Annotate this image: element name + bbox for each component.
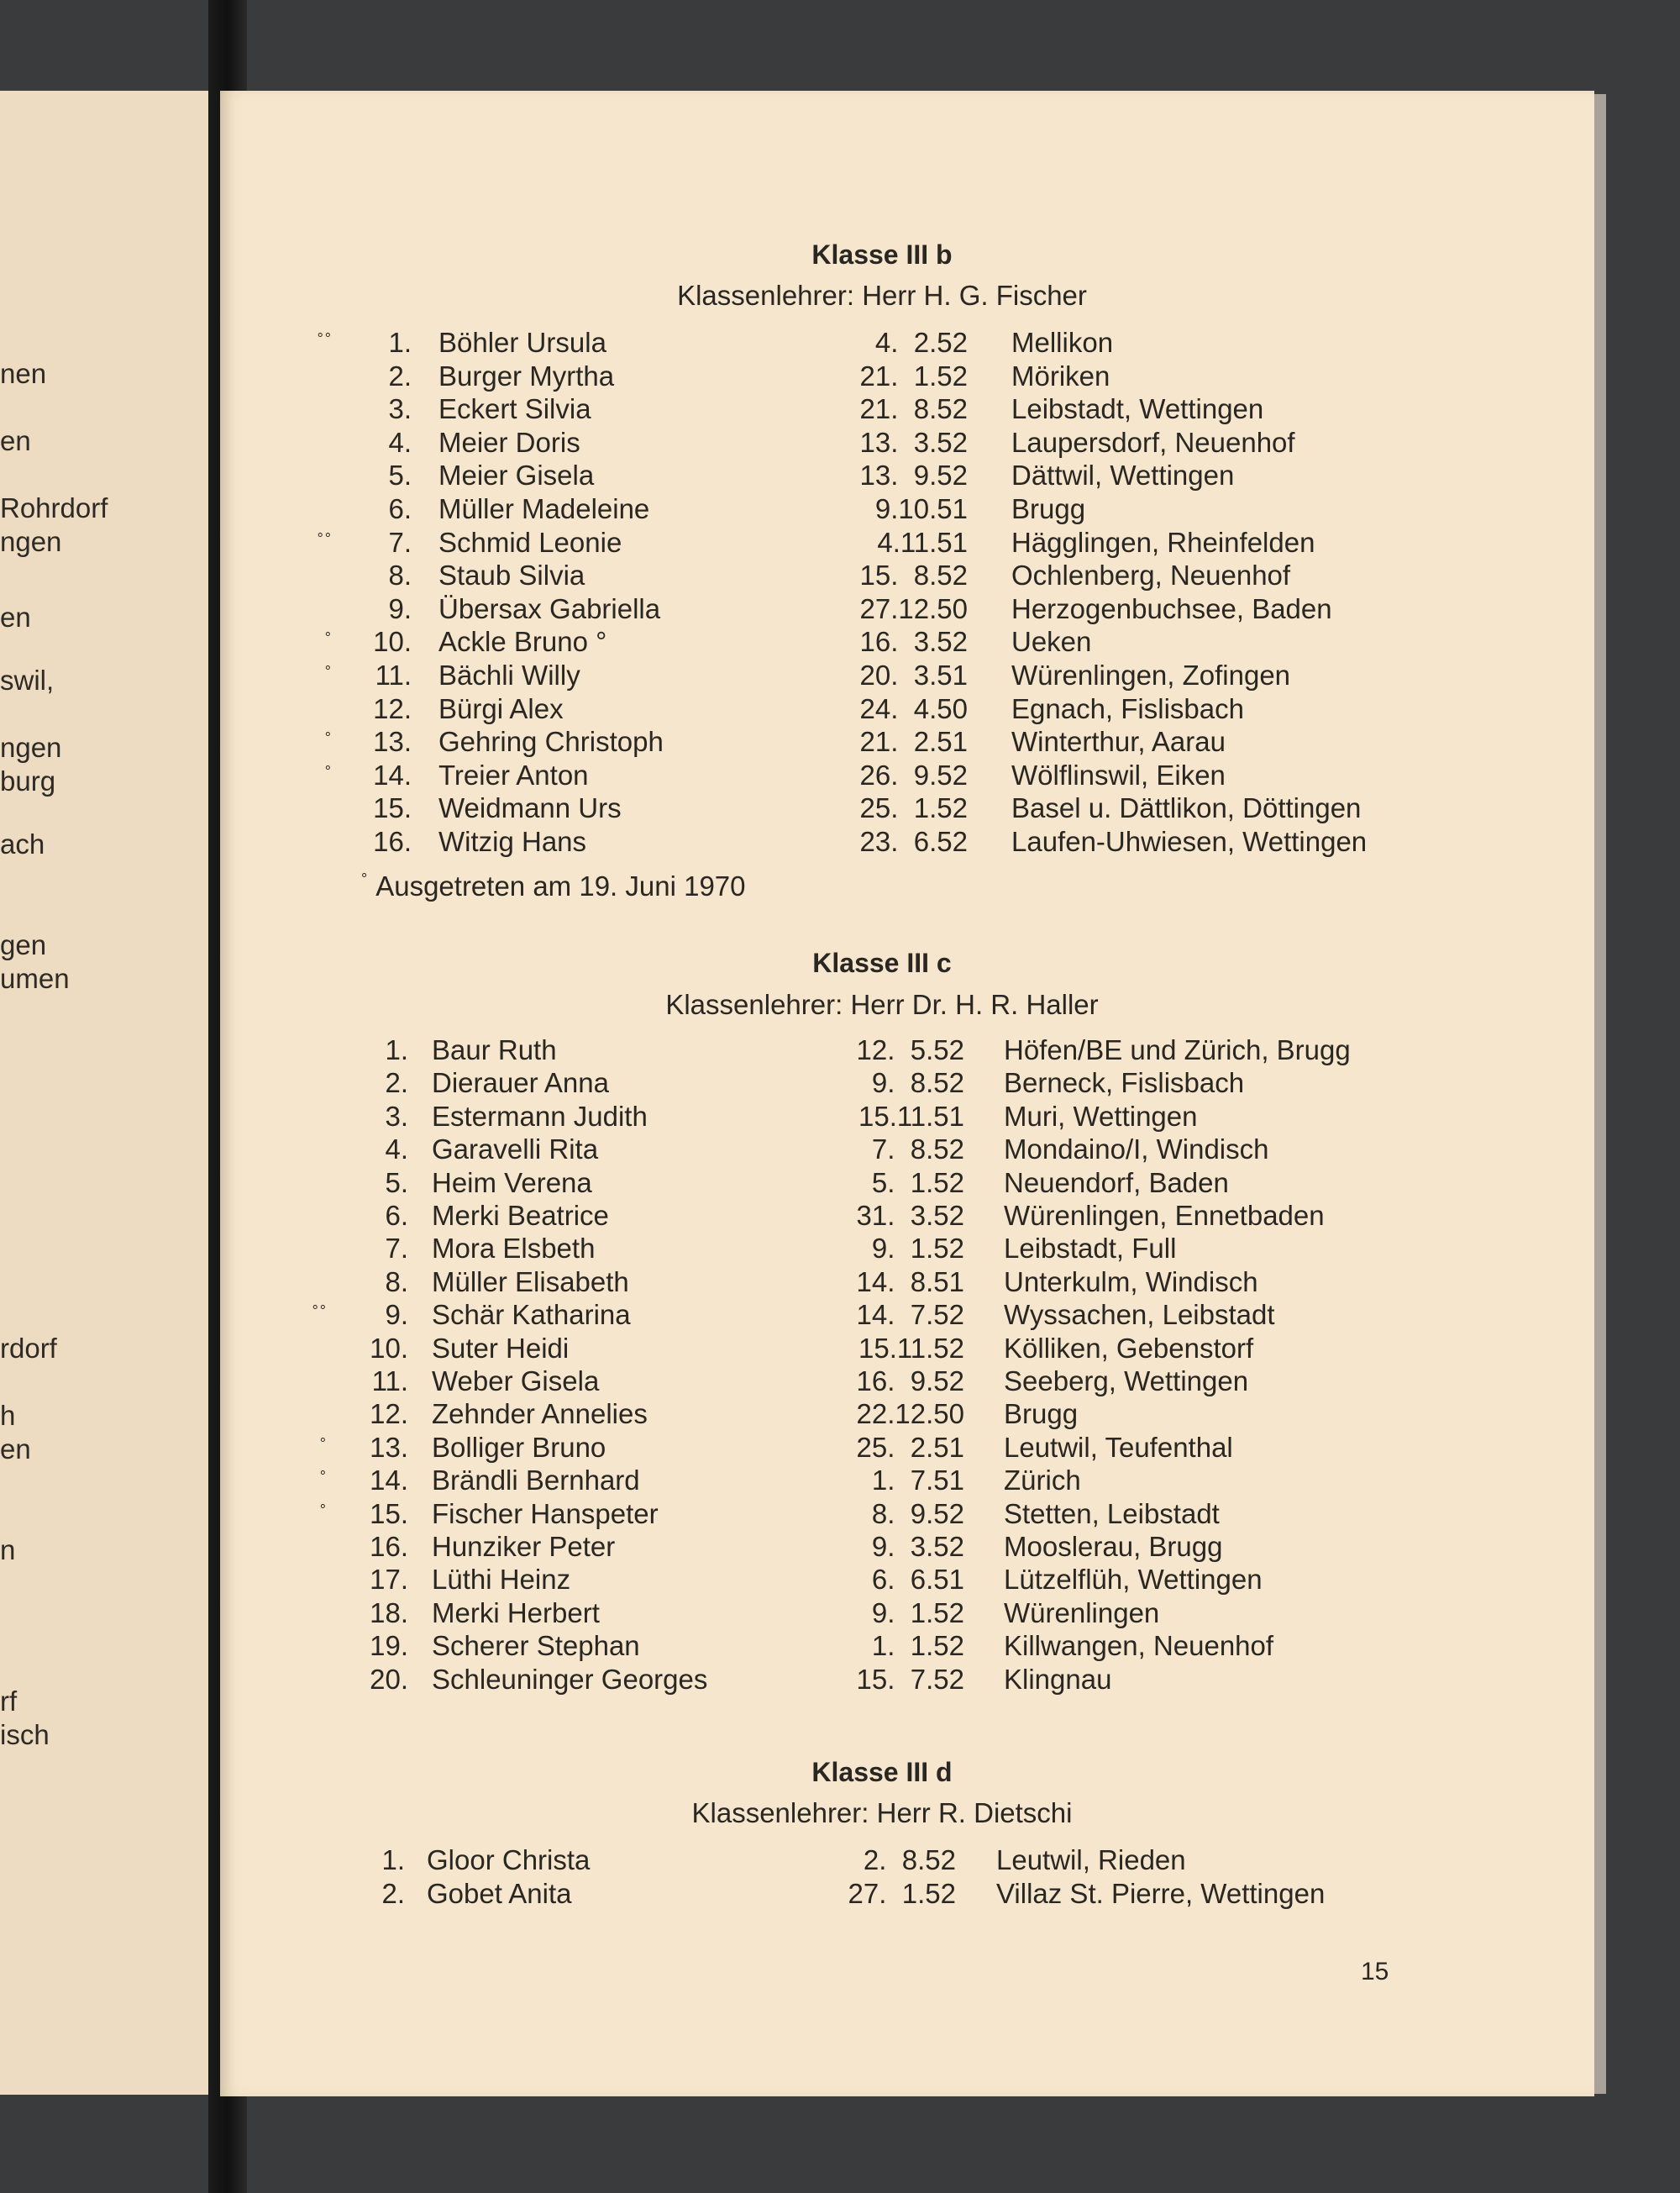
birth-date: 9.10.51 [874, 493, 968, 524]
student-row [0, 1332, 1680, 1365]
student-marker: ° [324, 663, 333, 680]
student-number: 15. [370, 1498, 408, 1529]
birth-date: 16. 3.52 [859, 626, 968, 657]
student-row [0, 392, 1680, 426]
student-number: 11. [371, 1365, 408, 1396]
student-number: 20. [370, 1664, 408, 1695]
student-number: 9. [385, 1299, 408, 1330]
student-row [0, 1133, 1680, 1166]
student-number: 8. [388, 560, 412, 591]
home-place: Leibstadt, Full [1004, 1233, 1177, 1264]
left-page-fragment: ngen [0, 526, 62, 557]
birth-date: 25. 2.51 [856, 1432, 964, 1463]
student-row [0, 1563, 1680, 1596]
home-place: Villaz St. Pierre, Wettingen [996, 1878, 1326, 1909]
student-number: 8. [385, 1266, 408, 1297]
student-marker: ° [324, 763, 333, 780]
student-name: Fischer Hanspeter [432, 1498, 659, 1529]
home-place: Laufen-Uhwiesen, Wettingen [1011, 826, 1368, 857]
student-row [0, 1397, 1680, 1431]
student-row [0, 492, 1680, 526]
student-number: 17. [370, 1564, 408, 1595]
birth-date: 21. 8.52 [859, 393, 968, 424]
home-place: Laupersdorf, Neuenhof [1011, 427, 1295, 458]
student-name: Burger Myrtha [438, 360, 615, 392]
birth-date: 1. 7.51 [871, 1465, 964, 1496]
left-page-fragment: umen [0, 963, 70, 994]
left-page-fragment: en [0, 1433, 31, 1465]
left-page-fragment: h [0, 1400, 16, 1431]
home-place: Killwangen, Neuenhof [1004, 1630, 1274, 1661]
page-number: 15 [1361, 1958, 1389, 1985]
birth-date: 15.11.51 [858, 1101, 964, 1132]
home-place: Egnach, Fislisbach [1011, 693, 1244, 724]
birth-date: 6. 6.51 [871, 1564, 964, 1595]
student-row [0, 659, 1680, 692]
student-number: 4. [388, 427, 412, 458]
birth-date: 13. 9.52 [859, 460, 968, 491]
birth-date: 4.11.51 [877, 527, 968, 558]
home-place: Lützelflüh, Wettingen [1004, 1564, 1263, 1595]
student-number: 16. [373, 826, 412, 857]
student-name: Ackle Bruno ° [438, 626, 607, 657]
student-row [0, 1530, 1680, 1564]
home-place: Wyssachen, Leibstadt [1004, 1299, 1275, 1330]
left-page-fragment: burg [0, 765, 56, 797]
student-row [0, 1265, 1680, 1299]
birth-date: 1. 1.52 [871, 1630, 964, 1661]
student-row [0, 791, 1680, 825]
student-name: Heim Verena [432, 1167, 592, 1198]
home-place: Klingnau [1004, 1664, 1112, 1695]
student-row [0, 1232, 1680, 1265]
student-name: Bolliger Bruno [432, 1432, 606, 1463]
student-row [0, 725, 1680, 759]
birth-date: 12. 5.52 [856, 1034, 964, 1065]
student-number: 15. [373, 792, 412, 823]
student-row [0, 559, 1680, 592]
left-page-fragment: rf [0, 1686, 18, 1717]
birth-date: 14. 8.51 [856, 1266, 964, 1297]
student-row [0, 1629, 1680, 1663]
student-row [0, 426, 1680, 460]
student-number: 13. [373, 726, 412, 757]
birth-date: 9. 1.52 [871, 1597, 964, 1628]
student-row [0, 1497, 1680, 1531]
student-number: 1. [381, 1844, 405, 1875]
birth-date: 23. 6.52 [859, 826, 968, 857]
student-number: 11. [375, 660, 412, 691]
student-row [0, 360, 1680, 393]
student-number: 6. [388, 493, 412, 524]
home-place: Winterthur, Aarau [1011, 726, 1226, 757]
student-number: 13. [370, 1432, 408, 1463]
student-number: 1. [385, 1034, 408, 1065]
student-name: Zehnder Annelies [432, 1398, 648, 1429]
birth-date: 31. 3.52 [856, 1200, 964, 1231]
home-place: Möriken [1011, 360, 1110, 392]
student-name: Gloor Christa [427, 1844, 591, 1875]
student-marker: °° [312, 1302, 328, 1319]
student-number: 2. [385, 1067, 408, 1098]
birth-date: 27. 1.52 [848, 1878, 956, 1909]
student-row [0, 1843, 1680, 1877]
student-name: Lüthi Heinz [432, 1564, 571, 1595]
student-row [0, 1100, 1680, 1133]
student-row [0, 625, 1680, 659]
student-name: Böhler Ursula [438, 327, 606, 358]
home-place: Berneck, Fislisbach [1004, 1067, 1245, 1098]
birth-date: 15. 8.52 [859, 560, 968, 591]
student-row [0, 692, 1680, 726]
student-number: 5. [385, 1167, 408, 1198]
left-page-fragment: ach [0, 828, 45, 860]
home-place: Leibstadt, Wettingen [1011, 393, 1264, 424]
student-row [0, 592, 1680, 626]
student-name: Hunziker Peter [432, 1531, 616, 1562]
student-name: Scherer Stephan [432, 1630, 640, 1661]
student-name: Garavelli Rita [432, 1133, 599, 1165]
student-name: Merki Beatrice [432, 1200, 609, 1231]
student-row [0, 1199, 1680, 1233]
home-place: Unterkulm, Windisch [1004, 1266, 1258, 1297]
student-name: Witzig Hans [438, 826, 587, 857]
student-row [0, 1596, 1680, 1630]
home-place: Höfen/BE und Zürich, Brugg [1004, 1034, 1351, 1065]
birth-date: 15. 7.52 [856, 1664, 964, 1695]
student-name: Schär Katharina [432, 1299, 631, 1330]
home-place: Brugg [1011, 493, 1086, 524]
student-marker: °° [317, 330, 333, 347]
student-name: Treier Anton [438, 760, 589, 791]
home-place: Kölliken, Gebenstorf [1004, 1333, 1254, 1364]
student-name: Müller Madeleine [438, 493, 650, 524]
home-place: Würenlingen, Ennetbaden [1004, 1200, 1325, 1231]
left-page-fragment: swil, [0, 665, 55, 696]
home-place: Dättwil, Wettingen [1011, 460, 1235, 491]
student-number: 7. [388, 527, 412, 558]
student-number: 10. [373, 626, 412, 657]
student-marker: ° [319, 1468, 328, 1485]
student-name: Suter Heidi [432, 1333, 570, 1364]
home-place: Zürich [1004, 1465, 1081, 1496]
birth-date: 2. 8.52 [863, 1844, 956, 1875]
birth-date: 5. 1.52 [871, 1167, 964, 1198]
student-marker: ° [319, 1435, 328, 1452]
birth-date: 4. 2.52 [874, 327, 968, 358]
student-name: Mora Elsbeth [432, 1233, 596, 1264]
birth-date: 9. 3.52 [871, 1531, 964, 1562]
student-number: 12. [373, 693, 412, 724]
student-number: 5. [388, 460, 412, 491]
home-place: Ueken [1011, 626, 1092, 657]
student-row [0, 1033, 1680, 1067]
student-marker: ° [319, 1501, 328, 1518]
left-page-fragment: isch [0, 1719, 50, 1750]
home-place: Hägglingen, Rheinfelden [1011, 527, 1315, 558]
left-page-fragment: Rohrdorf [0, 492, 108, 523]
birth-date: 8. 9.52 [871, 1498, 964, 1529]
home-place: Würenlingen [1004, 1597, 1160, 1628]
birth-date: 14. 7.52 [856, 1299, 964, 1330]
student-name: Weber Gisela [432, 1365, 600, 1396]
student-name: Baur Ruth [432, 1034, 557, 1065]
birth-date: 22.12.50 [856, 1398, 964, 1429]
home-place: Wölflinswil, Eiken [1011, 760, 1226, 791]
birth-date: 26. 9.52 [859, 760, 968, 791]
section-title: Klasse III d [811, 1757, 953, 1787]
student-row [0, 1431, 1680, 1465]
student-name: Weidmann Urs [438, 792, 622, 823]
home-place: Mondaino/I, Windisch [1004, 1133, 1269, 1165]
student-number: 14. [370, 1465, 408, 1496]
section-title: Klasse III c [812, 948, 952, 978]
student-number: 19. [370, 1630, 408, 1661]
student-row [0, 526, 1680, 560]
student-name: Gehring Christoph [438, 726, 664, 757]
student-row [0, 459, 1680, 492]
student-row [0, 759, 1680, 792]
student-number: 1. [388, 327, 412, 358]
home-place: Herzogenbuchsee, Baden [1011, 593, 1332, 624]
student-marker: ° [324, 729, 333, 746]
student-name: Dierauer Anna [432, 1067, 609, 1098]
footnote [361, 870, 746, 902]
left-page-fragment: rdorf [0, 1333, 57, 1364]
student-name: Eckert Silvia [438, 393, 591, 424]
student-name: Müller Elisabeth [432, 1266, 629, 1297]
birth-date: 20. 3.51 [859, 660, 968, 691]
student-number: 2. [381, 1878, 405, 1909]
birth-date: 13. 3.52 [859, 427, 968, 458]
student-number: 14. [373, 760, 412, 791]
home-place: Mellikon [1011, 327, 1114, 358]
left-page-fragment: en [0, 602, 31, 633]
home-place: Stetten, Leibstadt [1004, 1498, 1220, 1529]
home-place: Brugg [1004, 1398, 1079, 1429]
student-name: Brändli Bernhard [432, 1465, 640, 1496]
birth-date: 7. 8.52 [871, 1133, 964, 1165]
student-name: Übersax Gabriella [438, 593, 661, 624]
student-name: Estermann Judith [432, 1101, 648, 1132]
birth-date: 9. 8.52 [871, 1067, 964, 1098]
birth-date: 25. 1.52 [859, 792, 968, 823]
birth-date: 15.11.52 [858, 1333, 964, 1364]
birth-date: 27.12.50 [859, 593, 968, 624]
student-row [0, 1066, 1680, 1100]
student-name: Bächli Willy [438, 660, 580, 691]
student-number: 18. [370, 1597, 408, 1628]
student-number: 16. [370, 1531, 408, 1562]
home-place: Seeberg, Wettingen [1004, 1365, 1249, 1396]
birth-date: 21. 1.52 [859, 360, 968, 392]
home-place: Neuendorf, Baden [1004, 1167, 1229, 1198]
student-number: 6. [385, 1200, 408, 1231]
student-number: 7. [385, 1233, 408, 1264]
section-title: Klasse III b [811, 239, 953, 270]
student-row [0, 1166, 1680, 1200]
student-number: 12. [370, 1398, 408, 1429]
left-page-fragment: nen [0, 358, 47, 389]
student-name: Schleuninger Georges [432, 1664, 708, 1695]
student-number: 3. [388, 393, 412, 424]
left-page-fragment: n [0, 1534, 16, 1565]
student-number: 4. [385, 1133, 408, 1165]
student-row [0, 1663, 1680, 1696]
student-row [0, 326, 1680, 360]
home-place: Muri, Wettingen [1004, 1101, 1198, 1132]
class-teacher: Klassenlehrer: Herr R. Dietschi [691, 1797, 1073, 1828]
student-row [0, 1298, 1680, 1332]
birth-date: 21. 2.51 [859, 726, 968, 757]
student-row [0, 1464, 1680, 1497]
birth-date: 16. 9.52 [856, 1365, 964, 1396]
class-teacher: Klassenlehrer: Herr Dr. H. R. Haller [665, 989, 1099, 1020]
home-place: Leutwil, Rieden [996, 1844, 1186, 1875]
student-name: Bürgi Alex [438, 693, 564, 724]
home-place: Leutwil, Teufenthal [1004, 1432, 1233, 1463]
home-place: Basel u. Dättlikon, Döttingen [1011, 792, 1362, 823]
footnote-symbol: ° [361, 870, 368, 887]
home-place: Mooslerau, Brugg [1004, 1531, 1223, 1562]
student-name: Meier Doris [438, 427, 580, 458]
student-marker: °° [317, 530, 333, 547]
home-place: Würenlingen, Zofingen [1011, 660, 1291, 691]
class-teacher: Klassenlehrer: Herr H. G. Fischer [677, 280, 1087, 311]
student-number: 3. [385, 1101, 408, 1132]
student-name: Gobet Anita [427, 1878, 572, 1909]
student-row [0, 1365, 1680, 1398]
left-page-fragment: ngen [0, 732, 62, 763]
student-number: 2. [388, 360, 412, 392]
student-marker: ° [324, 629, 333, 646]
student-number: 9. [388, 593, 412, 624]
student-name: Schmid Leonie [438, 527, 622, 558]
footnote-text: Ausgetreten am 19. Juni 1970 [375, 870, 746, 902]
student-name: Meier Gisela [438, 460, 595, 491]
home-place: Ochlenberg, Neuenhof [1011, 560, 1291, 591]
student-row [0, 1877, 1680, 1911]
student-number: 10. [370, 1333, 408, 1364]
birth-date: 9. 1.52 [871, 1233, 964, 1264]
student-name: Merki Herbert [432, 1597, 600, 1628]
student-row [0, 825, 1680, 859]
birth-date: 24. 4.50 [859, 693, 968, 724]
student-name: Staub Silvia [438, 560, 585, 591]
left-page-fragment: gen [0, 929, 47, 960]
left-page-fragment: en [0, 425, 31, 456]
